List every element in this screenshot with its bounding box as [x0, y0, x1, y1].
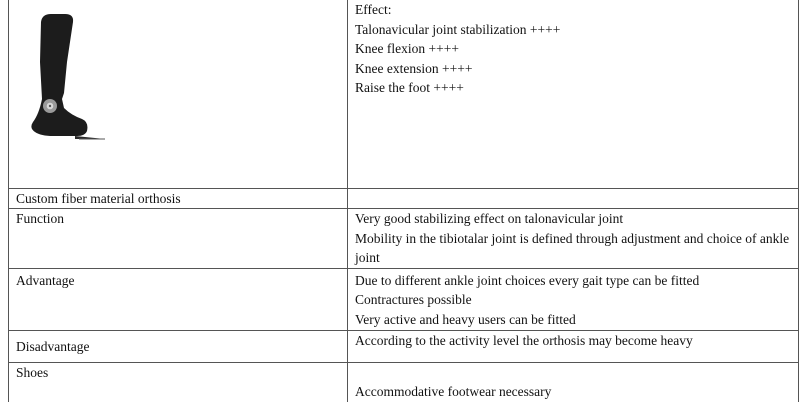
table-row-disadvantage — [9, 330, 799, 362]
shoes-value — [348, 362, 799, 402]
advantage-line: Very active and heavy users can be fitted — [355, 311, 576, 327]
table-row-shoes — [9, 362, 799, 402]
orthosis-calf-shell — [40, 14, 73, 99]
table-row-image — [9, 0, 799, 189]
effect-item: Knee flexion ++++ — [355, 41, 459, 56]
table-row-advantage — [9, 268, 799, 330]
orthosis-foot-shell — [31, 99, 87, 136]
table-row-function — [9, 209, 799, 269]
function-label: Function — [9, 209, 348, 269]
disadvantage-line: According to the activity level the orthosis may become heavy — [355, 332, 693, 348]
orthosis-table — [8, 0, 799, 402]
advantage-line: Contractures possible — [355, 292, 472, 307]
effect-item: Talonavicular joint stabilization ++++ — [355, 21, 561, 37]
ankle-foot-orthosis-icon — [9, 0, 347, 188]
effect-heading: Effect: — [355, 2, 392, 17]
shoes-line: Accommodative footwear necessary — [355, 383, 552, 399]
function-line: Mobility in the tibiotalar joint is defined through adjustment and choice of ankle joint — [355, 230, 790, 265]
advantage-value — [348, 268, 799, 330]
advantage-label: Advantage — [9, 268, 348, 330]
disadvantage-value — [348, 330, 799, 362]
shoes-label: Shoes — [9, 362, 348, 402]
disadvantage-label: Disadvantage — [9, 330, 348, 362]
empty-cell — [348, 189, 799, 209]
orthosis-name-cell: Custom fiber material orthosis — [9, 189, 348, 209]
effect-item: Knee extension ++++ — [355, 60, 473, 76]
function-line: Very good stabilizing effect on talonavicular joint — [355, 211, 624, 226]
image-cell — [9, 0, 348, 189]
effect-item: Raise the foot ++++ — [355, 80, 464, 95]
advantage-line: Due to different ankle joint choices every gait type can be fitted — [355, 272, 700, 288]
table-row-header — [9, 189, 799, 209]
function-value — [348, 209, 799, 269]
effect-cell — [348, 0, 799, 189]
